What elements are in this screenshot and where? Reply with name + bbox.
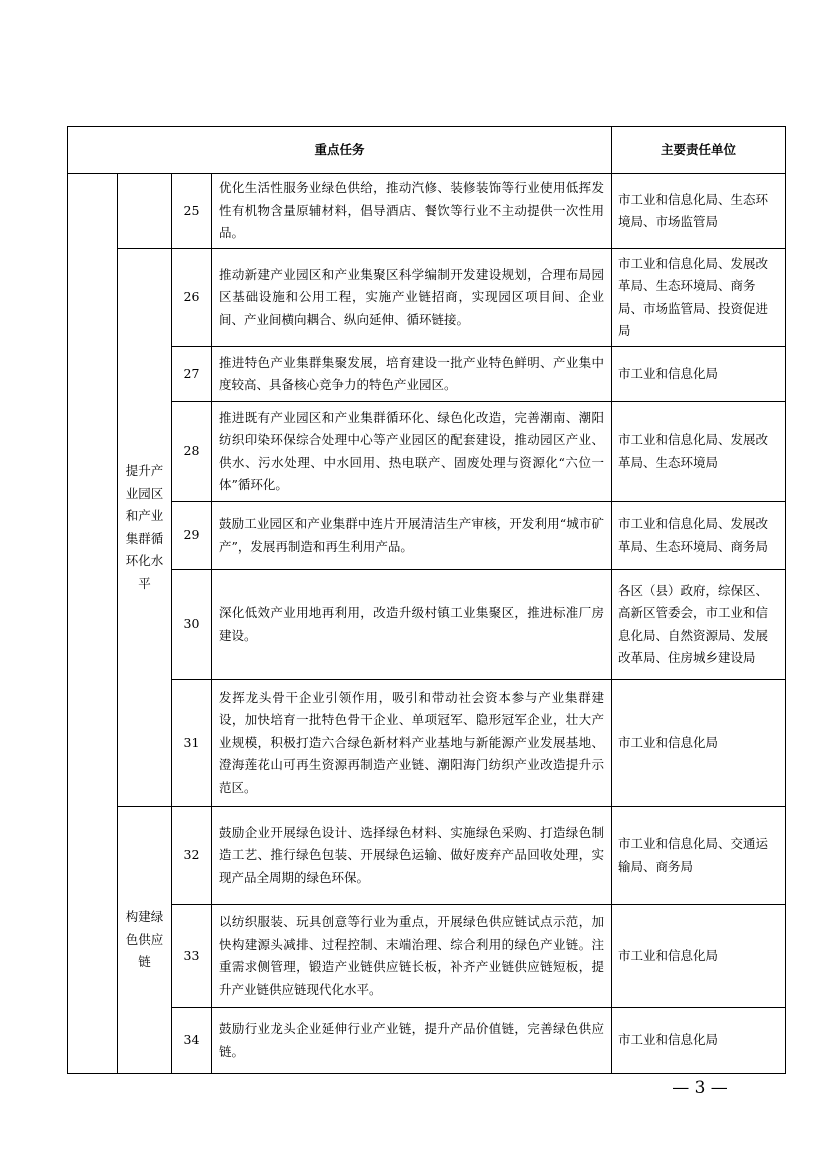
unit-cell: 市工业和信息化局、发展改革局、生态环境局、商务局、市场监管局、投资促进局	[612, 249, 786, 347]
table-row	[68, 905, 786, 1008]
row-number: 28	[172, 402, 212, 502]
header-unit: 主要责任单位	[612, 127, 786, 174]
row-number: 30	[172, 570, 212, 680]
unit-cell: 市工业和信息化局、生态环境局、市场监管局	[612, 174, 786, 249]
outer-category-cell	[68, 174, 118, 1074]
empty-category-cell	[118, 174, 172, 249]
unit-cell: 各区（县）政府，综保区、高新区管委会，市工业和信息化局、自然资源局、发展改革局、住房城乡建设局	[612, 570, 786, 680]
unit-cell: 市工业和信息化局	[612, 905, 786, 1008]
table-row	[68, 807, 786, 905]
task-cell: 以纺织服装、玩具创意等行业为重点，开展绿色供应链试点示范，加快构建源头减排、过程控制、末端治理、综合利用的绿色产业链。注重需求侧管理，锻造产业链供应链长板，补齐产业链供应链短板，提升产业链供应链现代化水平。	[212, 905, 612, 1008]
table-row	[68, 570, 786, 680]
row-number: 32	[172, 807, 212, 905]
row-number: 31	[172, 680, 212, 807]
task-cell: 发挥龙头骨干企业引领作用，吸引和带动社会资本参与产业集群建设，加快培育一批特色骨干企业、单项冠军、隐形冠军企业，壮大产业规模，积极打造六合绿色新材料产业基地与新能源产业发展基地、澄海莲花山可再生资源再制造产业链、潮阳海门纺织产业改造提升示范区。	[212, 680, 612, 807]
table-row	[68, 1008, 786, 1074]
header-task: 重点任务	[68, 127, 612, 174]
row-number: 27	[172, 347, 212, 402]
row-number: 26	[172, 249, 212, 347]
table-row	[68, 402, 786, 502]
row-number: 25	[172, 174, 212, 249]
table-row	[68, 249, 786, 347]
row-number: 33	[172, 905, 212, 1008]
unit-cell: 市工业和信息化局	[612, 680, 786, 807]
task-cell: 鼓励企业开展绿色设计、选择绿色材料、实施绿色采购、打造绿色制造工艺、推行绿色包装、开展绿色运输、做好废弃产品回收处理，实现产品全周期的绿色环保。	[212, 807, 612, 905]
task-cell: 鼓励行业龙头企业延伸行业产业链，提升产品价值链，完善绿色供应链。	[212, 1008, 612, 1074]
row-number: 34	[172, 1008, 212, 1074]
unit-cell: 市工业和信息化局、交通运输局、商务局	[612, 807, 786, 905]
unit-cell: 市工业和信息化局	[612, 1008, 786, 1074]
table-row	[68, 502, 786, 570]
row-number: 29	[172, 502, 212, 570]
task-cell: 推进特色产业集群集聚发展，培育建设一批产业特色鲜明、产业集中度较高、具备核心竞争力的特色产业园区。	[212, 347, 612, 402]
table-row	[68, 680, 786, 807]
unit-cell: 市工业和信息化局、发展改革局、生态环境局、商务局	[612, 502, 786, 570]
unit-cell: 市工业和信息化局	[612, 347, 786, 402]
task-cell: 优化生活性服务业绿色供给，推动汽修、装修装饰等行业使用低挥发性有机物含量原辅材料，倡导酒店、餐饮等行业不主动提供一次性用品。	[212, 174, 612, 249]
task-table	[67, 126, 786, 1074]
task-cell: 推动新建产业园区和产业集聚区科学编制开发建设规划，合理布局园区基础设施和公用工程，实施产业链招商，实现园区项目间、企业间、产业间横向耦合、纵向延伸、循环链接。	[212, 249, 612, 347]
task-cell: 深化低效产业用地再利用，改造升级村镇工业集聚区，推进标准厂房建设。	[212, 570, 612, 680]
task-cell: 推进既有产业园区和产业集群循环化、绿色化改造，完善潮南、潮阳纺织印染环保综合处理中心等产业园区的配套建设，推动园区产业、供水、污水处理、中水回用、热电联产、固废处理与资源化“六位一体”循环化。	[212, 402, 612, 502]
table-row	[68, 347, 786, 402]
category-label: 提升产业园区和产业集群循环化水平	[118, 249, 172, 807]
unit-cell: 市工业和信息化局、发展改革局、生态环境局	[612, 402, 786, 502]
table-row	[68, 174, 786, 249]
task-cell: 鼓励工业园区和产业集群中连片开展清洁生产审核，开发利用“城市矿产”，发展再制造和再生利用产品。	[212, 502, 612, 570]
category-label: 构建绿色供应链	[118, 807, 172, 1074]
page-number: — 3 —	[672, 1078, 728, 1098]
